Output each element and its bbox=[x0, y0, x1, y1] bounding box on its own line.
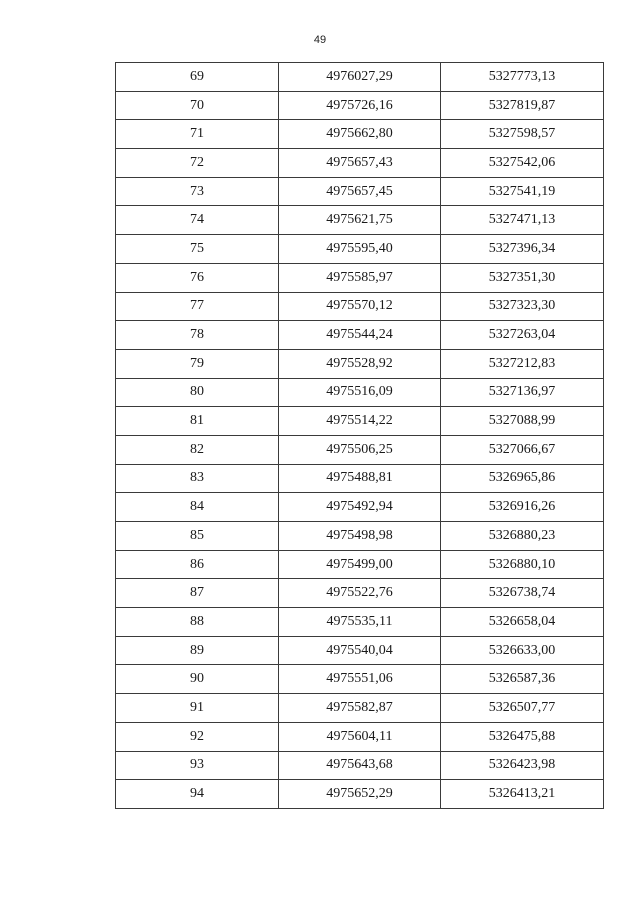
y-coordinate-cell: 5327396,34 bbox=[441, 235, 604, 264]
point-number-cell: 91 bbox=[116, 694, 279, 723]
table-row bbox=[116, 579, 604, 608]
table-row bbox=[116, 120, 604, 149]
y-coordinate-cell: 5327471,13 bbox=[441, 206, 604, 235]
y-coordinate-cell: 5326916,26 bbox=[441, 493, 604, 522]
point-number-cell: 85 bbox=[116, 522, 279, 551]
x-coordinate-cell: 4975643,68 bbox=[279, 751, 441, 780]
y-coordinate-cell: 5326413,21 bbox=[441, 780, 604, 809]
page-number: 49 bbox=[313, 34, 327, 46]
table-row bbox=[116, 63, 604, 92]
point-number-cell: 88 bbox=[116, 608, 279, 637]
x-coordinate-cell: 4975595,40 bbox=[279, 235, 441, 264]
table-row bbox=[116, 177, 604, 206]
y-coordinate-cell: 5326880,23 bbox=[441, 522, 604, 551]
table-row bbox=[116, 780, 604, 809]
y-coordinate-cell: 5326633,00 bbox=[441, 636, 604, 665]
x-coordinate-cell: 4975551,06 bbox=[279, 665, 441, 694]
x-coordinate-cell: 4975492,94 bbox=[279, 493, 441, 522]
point-number-cell: 84 bbox=[116, 493, 279, 522]
table-row bbox=[116, 149, 604, 178]
x-coordinate-cell: 4975726,16 bbox=[279, 91, 441, 120]
x-coordinate-cell: 4975604,11 bbox=[279, 722, 441, 751]
point-number-cell: 72 bbox=[116, 149, 279, 178]
point-number-cell: 69 bbox=[116, 63, 279, 92]
point-number-cell: 90 bbox=[116, 665, 279, 694]
table-row bbox=[116, 493, 604, 522]
y-coordinate-cell: 5326423,98 bbox=[441, 751, 604, 780]
x-coordinate-cell: 4975662,80 bbox=[279, 120, 441, 149]
table-row bbox=[116, 722, 604, 751]
point-number-cell: 71 bbox=[116, 120, 279, 149]
y-coordinate-cell: 5326658,04 bbox=[441, 608, 604, 637]
point-number-cell: 81 bbox=[116, 407, 279, 436]
x-coordinate-cell: 4975657,45 bbox=[279, 177, 441, 206]
x-coordinate-cell: 4975652,29 bbox=[279, 780, 441, 809]
x-coordinate-cell: 4975540,04 bbox=[279, 636, 441, 665]
y-coordinate-cell: 5327212,83 bbox=[441, 349, 604, 378]
table-row bbox=[116, 550, 604, 579]
x-coordinate-cell: 4975514,22 bbox=[279, 407, 441, 436]
x-coordinate-cell: 4975488,81 bbox=[279, 464, 441, 493]
coordinates-table bbox=[115, 62, 604, 809]
point-number-cell: 92 bbox=[116, 722, 279, 751]
y-coordinate-cell: 5327773,13 bbox=[441, 63, 604, 92]
table-row bbox=[116, 206, 604, 235]
table-row bbox=[116, 435, 604, 464]
point-number-cell: 74 bbox=[116, 206, 279, 235]
point-number-cell: 75 bbox=[116, 235, 279, 264]
table-row bbox=[116, 292, 604, 321]
point-number-cell: 93 bbox=[116, 751, 279, 780]
y-coordinate-cell: 5327819,87 bbox=[441, 91, 604, 120]
table-row bbox=[116, 235, 604, 264]
y-coordinate-cell: 5327263,04 bbox=[441, 321, 604, 350]
x-coordinate-cell: 4975506,25 bbox=[279, 435, 441, 464]
point-number-cell: 78 bbox=[116, 321, 279, 350]
x-coordinate-cell: 4976027,29 bbox=[279, 63, 441, 92]
x-coordinate-cell: 4975582,87 bbox=[279, 694, 441, 723]
y-coordinate-cell: 5327136,97 bbox=[441, 378, 604, 407]
x-coordinate-cell: 4975544,24 bbox=[279, 321, 441, 350]
table-row bbox=[116, 407, 604, 436]
point-number-cell: 89 bbox=[116, 636, 279, 665]
y-coordinate-cell: 5327542,06 bbox=[441, 149, 604, 178]
y-coordinate-cell: 5326880,10 bbox=[441, 550, 604, 579]
x-coordinate-cell: 4975522,76 bbox=[279, 579, 441, 608]
x-coordinate-cell: 4975621,75 bbox=[279, 206, 441, 235]
x-coordinate-cell: 4975499,00 bbox=[279, 550, 441, 579]
y-coordinate-cell: 5326587,36 bbox=[441, 665, 604, 694]
y-coordinate-cell: 5327351,30 bbox=[441, 263, 604, 292]
coordinates-table-body bbox=[116, 63, 604, 809]
x-coordinate-cell: 4975498,98 bbox=[279, 522, 441, 551]
x-coordinate-cell: 4975657,43 bbox=[279, 149, 441, 178]
table-row bbox=[116, 694, 604, 723]
y-coordinate-cell: 5326965,86 bbox=[441, 464, 604, 493]
y-coordinate-cell: 5327323,30 bbox=[441, 292, 604, 321]
y-coordinate-cell: 5326738,74 bbox=[441, 579, 604, 608]
x-coordinate-cell: 4975516,09 bbox=[279, 378, 441, 407]
y-coordinate-cell: 5326507,77 bbox=[441, 694, 604, 723]
y-coordinate-cell: 5327598,57 bbox=[441, 120, 604, 149]
table-row bbox=[116, 263, 604, 292]
table-row bbox=[116, 751, 604, 780]
table-row bbox=[116, 349, 604, 378]
y-coordinate-cell: 5326475,88 bbox=[441, 722, 604, 751]
table-row bbox=[116, 636, 604, 665]
point-number-cell: 87 bbox=[116, 579, 279, 608]
point-number-cell: 76 bbox=[116, 263, 279, 292]
y-coordinate-cell: 5327088,99 bbox=[441, 407, 604, 436]
point-number-cell: 82 bbox=[116, 435, 279, 464]
y-coordinate-cell: 5327066,67 bbox=[441, 435, 604, 464]
table-row bbox=[116, 522, 604, 551]
table-row bbox=[116, 464, 604, 493]
x-coordinate-cell: 4975570,12 bbox=[279, 292, 441, 321]
point-number-cell: 83 bbox=[116, 464, 279, 493]
table-row bbox=[116, 378, 604, 407]
point-number-cell: 86 bbox=[116, 550, 279, 579]
point-number-cell: 80 bbox=[116, 378, 279, 407]
table-row bbox=[116, 321, 604, 350]
table-row bbox=[116, 91, 604, 120]
point-number-cell: 79 bbox=[116, 349, 279, 378]
x-coordinate-cell: 4975528,92 bbox=[279, 349, 441, 378]
point-number-cell: 94 bbox=[116, 780, 279, 809]
x-coordinate-cell: 4975535,11 bbox=[279, 608, 441, 637]
x-coordinate-cell: 4975585,97 bbox=[279, 263, 441, 292]
table-row bbox=[116, 665, 604, 694]
table-row bbox=[116, 608, 604, 637]
y-coordinate-cell: 5327541,19 bbox=[441, 177, 604, 206]
point-number-cell: 77 bbox=[116, 292, 279, 321]
point-number-cell: 70 bbox=[116, 91, 279, 120]
point-number-cell: 73 bbox=[116, 177, 279, 206]
